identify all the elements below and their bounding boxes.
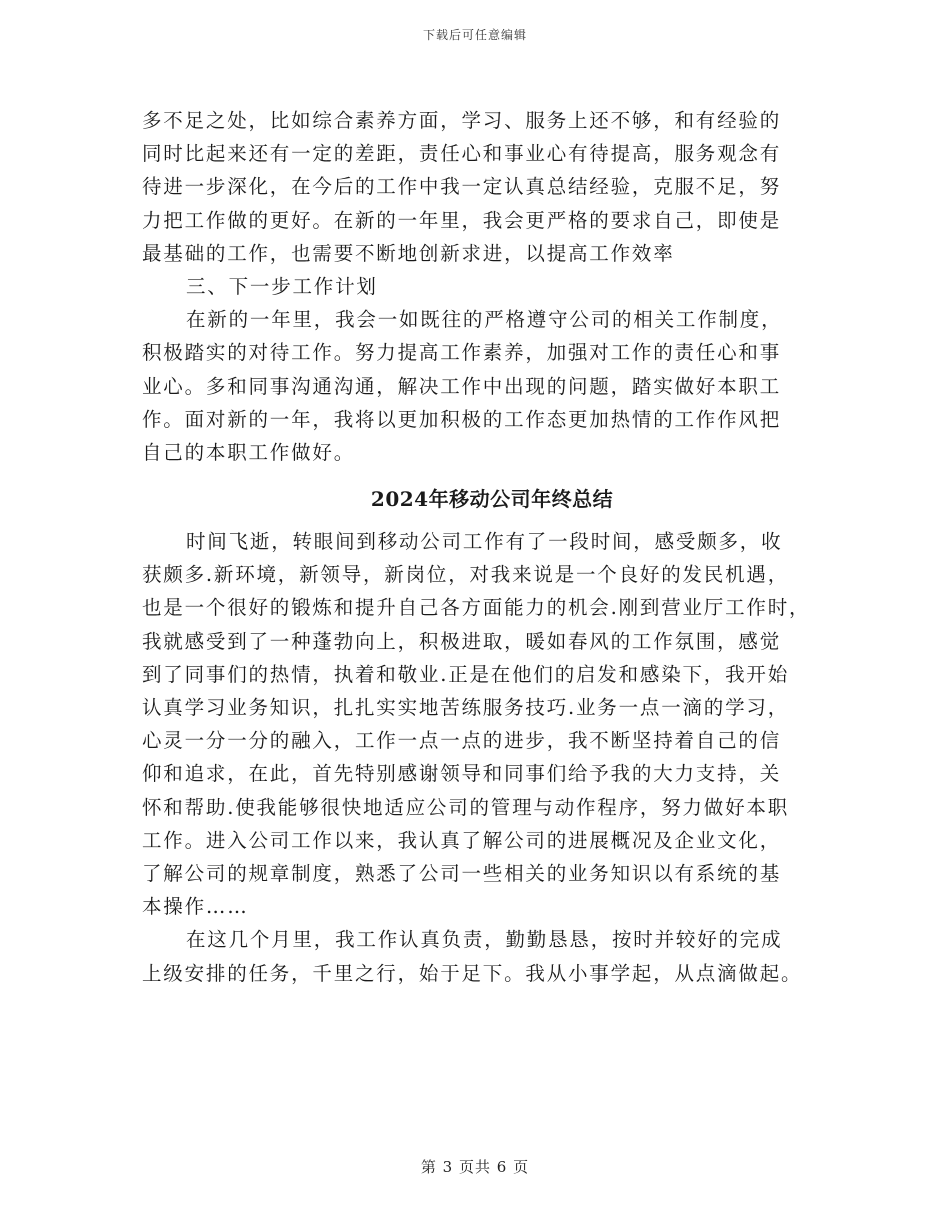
- section-next-plan: [142, 270, 842, 469]
- text-line: 积极踏实的对待工作。努力提高工作素养，加强对工作的责任心和事: [142, 341, 782, 365]
- text-line: 时间飞逝，转眼间到移动公司工作有了一段时间，感受颇多，收: [186, 530, 783, 554]
- text-line: 认真学习业务知识，扎扎实实地苦练服务技巧.业务一点一滴的学习，: [142, 696, 789, 719]
- text-line: 也是一个很好的锻炼和提升自己各方面能力的机会.刚到营业厅工作时，: [142, 596, 811, 620]
- article-paragraph-2: [142, 923, 842, 989]
- text-line: 在新的一年里，我会一如既往的严格遵守公司的相关工作制度，: [186, 308, 783, 332]
- article-title: 2024年移动公司年终总结: [370, 487, 614, 512]
- text-line: 心灵一分一分的融入，工作一点一点的进步，我不断坚持着自己的信: [142, 729, 782, 753]
- text-line: 上级安排的任务，千里之行，始于足下。我从小事学起，从点滴做起。: [142, 961, 803, 985]
- text-line: 力把工作做的更好。在新的一年里，我会更严格的要求自己，即使是: [142, 208, 782, 232]
- text-line: 自己的本职工作做好。: [142, 440, 356, 464]
- document-body: [142, 104, 842, 990]
- text-line: 同时比起来还有一定的差距，责任心和事业心有待提高，服务观念有: [142, 142, 782, 166]
- text-line: 待进一步深化，在今后的工作中我一定认真总结经验，克服不足，努: [142, 175, 782, 199]
- text-line: 在这几个月里，我工作认真负责，勤勤恳恳，按时并较好的完成: [186, 928, 783, 952]
- text-line: 业心。多和同事沟通沟通，解决工作中出现的问题，踏实做好本职工: [142, 374, 782, 398]
- text-line: 获颇多.新环境，新领导，新岗位，对我来说是一个良好的发民机遇，: [142, 563, 789, 587]
- text-line: 多不足之处，比如综合素养方面，学习、服务上还不够，和有经验的: [142, 109, 782, 132]
- text-line: 到了同事们的热情，执着和敬业.正是在他们的启发和感染下，我开始: [142, 662, 789, 686]
- section-heading: 三、下一步工作计划: [186, 274, 378, 298]
- page-header: 下载后可任意编辑: [422, 28, 527, 42]
- text-line: 作。面对新的一年，我将以更加积极的工作态更加热情的工作作风把: [142, 407, 782, 431]
- article-paragraph-1: [142, 525, 842, 923]
- text-line: 工作。进入公司工作以来，我认真了解公司的进展概况及企业文化，: [142, 828, 782, 852]
- text-line: 了解公司的规章制度，熟悉了公司一些相关的业务知识以有系统的基: [142, 861, 782, 885]
- text-line: 我就感受到了一种蓬勃向上，积极进取，暖如春风的工作氛围，感觉: [142, 629, 782, 653]
- text-line: 怀和帮助.使我能够很快地适应公司的管理与动作程序，努力做好本职: [142, 795, 789, 819]
- text-line: 本操作……: [142, 895, 249, 919]
- text-line: 最基础的工作，也需要不断地创新求进，以提高工作效率: [142, 241, 675, 265]
- page-footer: 第 3 页共 6 页: [420, 1158, 530, 1176]
- section-continuation: [142, 104, 842, 270]
- text-line: 仰和追求，在此，首先特别感谢领导和同事们给予我的大力支持，关: [142, 762, 782, 786]
